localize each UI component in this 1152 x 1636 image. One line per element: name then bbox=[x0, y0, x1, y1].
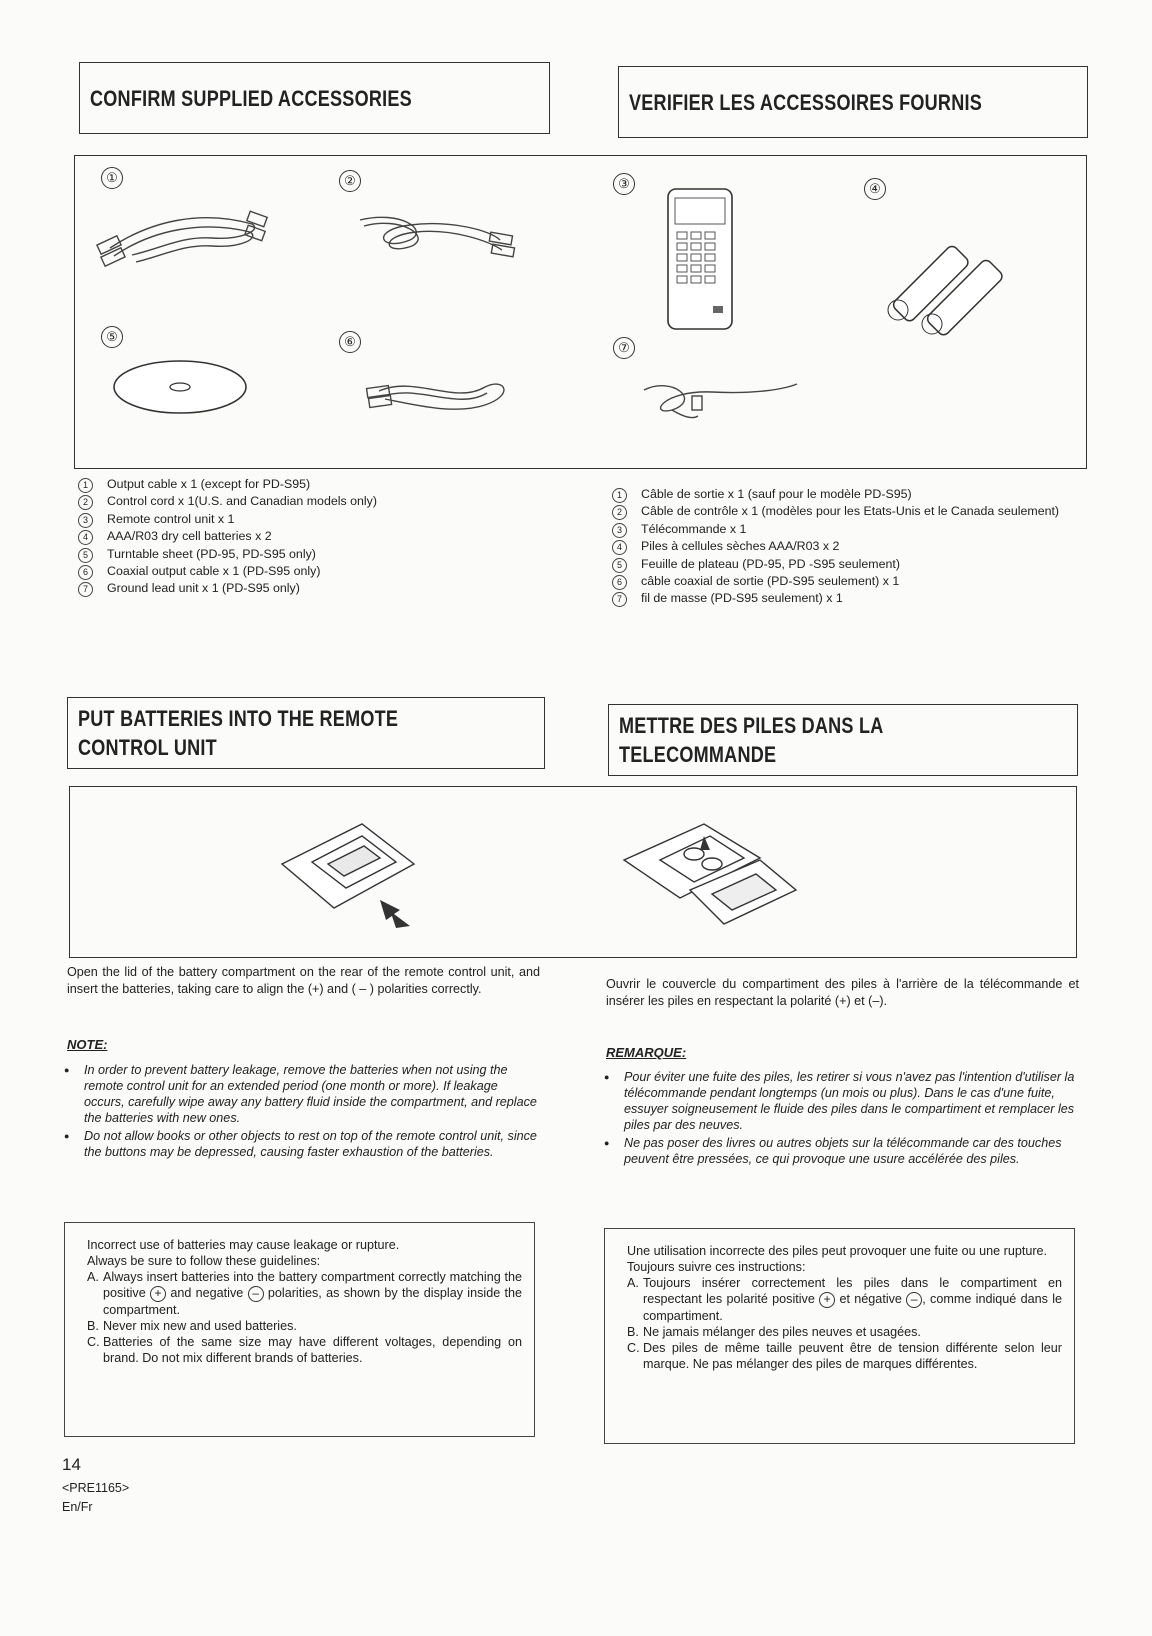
caution-box-fr bbox=[604, 1228, 1075, 1444]
instructions-en: Open the lid of the battery compartment on the rear of the remote control unit, and insert the batteries, taking care to align the (+) and ( – ) polarities correctly. bbox=[67, 965, 540, 996]
remote-control-illustration bbox=[665, 186, 735, 332]
coaxial-cable-illustration bbox=[365, 365, 525, 425]
list-item: 1 Câble de sortie x 1 (sauf pour le modèle PD-S95) bbox=[612, 486, 1082, 503]
heading-text: VERIFIER LES ACCESSOIRES FOURNIS bbox=[629, 89, 983, 115]
caution-item: A. Always insert batteries into the battery compartment correctly matching the positive + and negative – polarities, as shown by the display inside the compartment. bbox=[87, 1270, 523, 1317]
minus-symbol-icon: – bbox=[906, 1292, 922, 1308]
note-item: ● Do not allow books or other objects to rest on top of the remote control unit, since the buttons may be depressed, causing faster exhaustion of the batteries. bbox=[62, 1128, 540, 1160]
minus-symbol-icon: – bbox=[248, 1286, 264, 1302]
battery-insert-illustration bbox=[620, 820, 800, 932]
accessories-list-fr bbox=[612, 486, 1082, 608]
list-item: 4 AAA/R03 dry cell batteries x 2 bbox=[78, 528, 548, 545]
caution-item: B. Never mix new and used batteries. bbox=[87, 1318, 297, 1333]
plus-symbol-icon: + bbox=[819, 1292, 835, 1308]
note-item: ● In order to prevent battery leakage, remove the batteries when not using the remote control unit for an extended period (one month or more). If leakage occurs, carefully wipe away any battery fluid inside the compartment, and replace the batteries with new ones. bbox=[62, 1062, 540, 1126]
figure-number-4: ④ bbox=[864, 178, 886, 200]
list-item: 3 Remote control unit x 1 bbox=[78, 511, 548, 528]
heading-mettre-piles bbox=[608, 704, 1078, 776]
caution-item: C. Des piles de même taille peuvent être de tension différente selon leur marque. Ne pas mélanger des piles de marques différentes. bbox=[627, 1340, 1062, 1371]
instructions-fr: Ouvrir le couvercle du compartiment des piles à l'arrière de la télécommande et insérer les piles en respectant la polarité (+) et (–). bbox=[606, 977, 1079, 1008]
turntable-sheet-illustration bbox=[110, 358, 250, 416]
list-item: 4 Piles à cellules sèches AAA/R03 x 2 bbox=[612, 538, 1082, 555]
figure-number-1: ① bbox=[101, 167, 123, 189]
heading-text: CONFIRM SUPPLIED ACCESSORIES bbox=[90, 85, 412, 111]
list-item: 7 fil de masse (PD-S95 seulement) x 1 bbox=[612, 590, 1082, 607]
figure-number-2: ② bbox=[339, 170, 361, 192]
battery-figure bbox=[69, 786, 1077, 958]
caution-intro: Une utilisation incorrecte des piles peut provoquer une fuite ou une rupture. bbox=[627, 1244, 1048, 1258]
language-code: En/Fr bbox=[62, 1500, 93, 1514]
document-code: <PRE1165> bbox=[62, 1481, 130, 1495]
list-item: 1 Output cable x 1 (except for PD-S95) bbox=[78, 476, 548, 493]
accessories-list-en bbox=[78, 476, 548, 598]
batteries-illustration bbox=[880, 240, 1010, 350]
output-cable-illustration bbox=[92, 200, 272, 280]
battery-lid-open-illustration bbox=[276, 818, 436, 930]
caution-intro: Toujours suivre ces instructions: bbox=[627, 1260, 806, 1274]
note-title-en: NOTE: bbox=[67, 1037, 108, 1052]
list-item: 3 Télécommande x 1 bbox=[612, 521, 1082, 538]
note-list-en bbox=[62, 1062, 540, 1162]
heading-text: METTRE DES PILES DANS LA TELECOMMANDE bbox=[619, 713, 884, 767]
heading-verifier-accessoires bbox=[618, 66, 1088, 138]
caution-item: A. Toujours insérer correctement les piles dans le compartiment en respectant les polarité positive + et négative – , comme indiqué dans le compartiment. bbox=[627, 1276, 1062, 1323]
figure-number-6: ⑥ bbox=[339, 331, 361, 353]
caution-intro: Incorrect use of batteries may cause leakage or rupture. bbox=[87, 1238, 400, 1252]
list-item: 2 Câble de contrôle x 1 (modèles pour les Etats-Unis et le Canada seulement) bbox=[612, 503, 1082, 520]
list-item: 2 Control cord x 1(U.S. and Canadian models only) bbox=[78, 493, 548, 510]
list-item: 5 Feuille de plateau (PD-95, PD -S95 seulement) bbox=[612, 556, 1082, 573]
list-item: 7 Ground lead unit x 1 (PD-S95 only) bbox=[78, 580, 548, 597]
note-item: ● Ne pas poser des livres ou autres objets sur la télécommande car des touches peuvent être pressées, ce qui provoque une usure accélérée des piles. bbox=[602, 1135, 1080, 1167]
list-item: 6 Coaxial output cable x 1 (PD-S95 only) bbox=[78, 563, 548, 580]
caution-box-en bbox=[64, 1222, 535, 1437]
figure-number-3: ③ bbox=[613, 173, 635, 195]
caution-item: B. Ne jamais mélanger des piles neuves et usagées. bbox=[627, 1324, 921, 1339]
caution-item: C. Batteries of the same size may have different voltages, depending on brand. Do not mix different brands of batteries. bbox=[87, 1334, 522, 1365]
figure-number-5: ⑤ bbox=[101, 326, 123, 348]
heading-text: PUT BATTERIES INTO THE REMOTE CONTROL UNIT bbox=[78, 706, 399, 760]
heading-confirm-accessories bbox=[79, 62, 550, 134]
note-item: ● Pour éviter une fuite des piles, les retirer si vous n'avez pas l'intention d'utiliser la télécommande pendant longtemps (un mois ou plus). Dans le cas d'une fuite, essuyer soigneusement le fluide des piles dans le compartiment et remplacer les piles par des neuves. bbox=[602, 1069, 1080, 1133]
note-title-fr: REMARQUE: bbox=[606, 1045, 687, 1060]
note-list-fr bbox=[602, 1069, 1080, 1169]
plus-symbol-icon: + bbox=[150, 1286, 166, 1302]
list-item: 5 Turntable sheet (PD-95, PD-S95 only) bbox=[78, 546, 548, 563]
page-number: 14 bbox=[62, 1455, 81, 1474]
list-item: 6 câble coaxial de sortie (PD-S95 seulement) x 1 bbox=[612, 573, 1082, 590]
heading-put-batteries bbox=[67, 697, 545, 769]
ground-lead-illustration bbox=[632, 370, 802, 426]
caution-intro: Always be sure to follow these guidelines: bbox=[87, 1254, 321, 1268]
control-cord-illustration bbox=[350, 200, 520, 280]
figure-number-7: ⑦ bbox=[613, 337, 635, 359]
